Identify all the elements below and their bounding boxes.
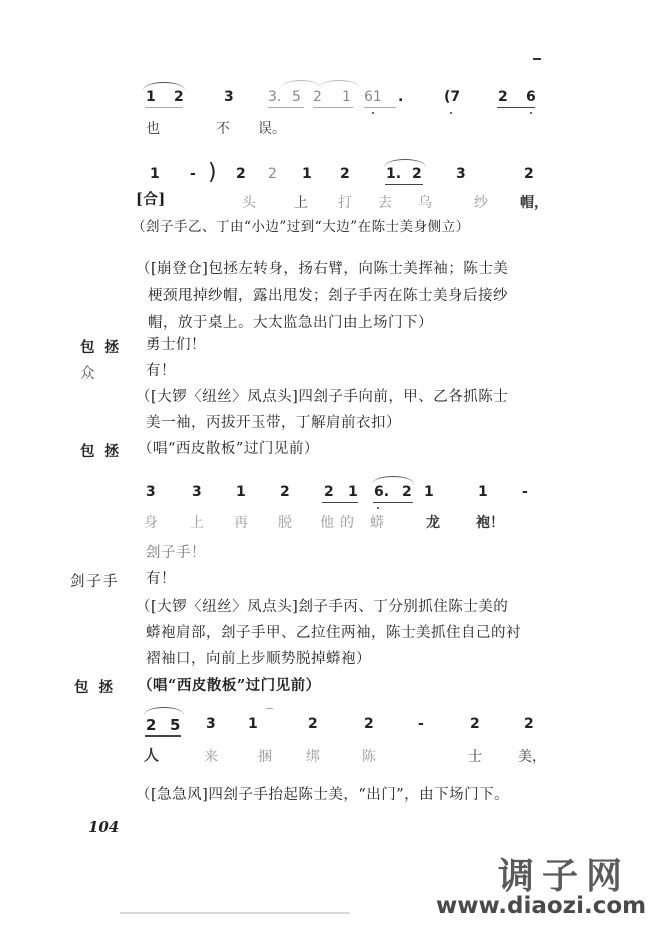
watermark-url: www.diaozi.com	[436, 893, 647, 919]
note: 2	[280, 484, 290, 500]
note: 2	[236, 166, 246, 182]
note: 2	[268, 166, 277, 182]
note: 2	[402, 484, 412, 500]
note: 5	[292, 89, 301, 105]
singing-instruction: （唱“西皮散板”过门见前）	[138, 677, 321, 694]
note: 6	[526, 89, 536, 105]
lyric: 陈	[362, 749, 376, 765]
bracket: )	[208, 160, 217, 185]
note: 2	[313, 89, 322, 105]
lyric: 美，	[518, 749, 546, 765]
note: 2	[524, 716, 534, 732]
stage-direction-line: （[大锣〈纽丝〉凤点头]刽子手丙、丁分别抓住陈士美的	[136, 599, 509, 615]
lyric: 上	[294, 195, 308, 211]
dialogue-line: 有！	[146, 571, 176, 587]
lyric: 帽，	[520, 195, 548, 211]
lyric: 人	[144, 746, 160, 764]
note: 1.	[386, 166, 402, 182]
stage-direction-line: （[崩登仓]包拯左转身，扬右臂，向陈士美挥袖；陈士美	[136, 261, 509, 277]
lyric: 去	[378, 195, 392, 211]
note: 2	[146, 716, 157, 734]
scan-artifact	[120, 912, 350, 914]
note: 2	[412, 166, 422, 182]
lyric: 不	[216, 121, 230, 137]
note: 2	[174, 89, 184, 105]
lyric: 士	[468, 749, 482, 765]
note: 1	[342, 89, 351, 105]
note: 3	[192, 484, 202, 500]
lyric: 误。	[258, 121, 286, 137]
lyric: 袍！	[476, 515, 504, 531]
lyric: 蟒	[370, 515, 384, 531]
note: 3	[456, 166, 466, 182]
note: -	[190, 166, 196, 182]
lyric: 来	[204, 749, 218, 765]
dialogue-line: 刽子手！	[146, 545, 206, 561]
slur-mark	[318, 80, 360, 88]
note: 2	[340, 166, 350, 182]
lyric: 乌	[418, 195, 432, 211]
stage-direction-line: 帽，放于桌上。大太监急出门由上场门下）	[148, 315, 433, 331]
speaker-label: 众	[80, 366, 105, 382]
note: 3	[206, 716, 216, 732]
note: 5	[170, 716, 181, 734]
note: 6.	[374, 484, 390, 500]
note: 1	[348, 484, 358, 500]
lyric: 绑	[306, 749, 320, 765]
stage-direction-line: 蟒袍肩部，刽子手甲、乙拉住两袖，陈士美抓住自己的衬	[146, 625, 521, 641]
slur-mark	[372, 476, 414, 484]
note: 2	[364, 716, 374, 732]
singing-instruction: （唱“西皮散板”过门见前）	[138, 441, 319, 457]
note: -	[522, 484, 528, 500]
lyric: 捆	[258, 749, 272, 765]
speaker-label: 包拯	[80, 339, 129, 356]
page-number: 104	[88, 818, 120, 836]
note: (7	[444, 89, 461, 105]
note: 61	[364, 89, 382, 105]
slur-mark	[144, 707, 184, 715]
note: 3.	[268, 89, 282, 105]
note: 1	[146, 89, 156, 105]
note: 3	[146, 484, 156, 500]
scan-mark	[533, 58, 541, 60]
note: 2	[524, 166, 534, 182]
stage-direction: （刽子手乙、丁由“小边”过到“大边”在陈士美身侧立）	[132, 219, 470, 235]
lyric: 身	[144, 515, 158, 531]
note: 1	[236, 484, 246, 500]
note: 1	[150, 166, 160, 182]
note: .	[398, 89, 404, 105]
chorus-label: [合]	[136, 191, 166, 208]
note: -	[418, 716, 424, 732]
note: 1	[424, 484, 434, 500]
note: 2	[498, 89, 508, 105]
lyric: 脱	[278, 515, 292, 531]
note: 1	[248, 716, 258, 732]
speaker-label: 包拯	[74, 679, 123, 696]
speaker-label: 剑子手	[70, 574, 120, 590]
lyric: 头	[242, 195, 256, 211]
lyric: 上	[190, 515, 204, 531]
note: 2	[470, 716, 480, 732]
speaker-label: 包拯	[80, 443, 129, 460]
stage-direction-line: （[急急风]四刽子手抬起陈士美，“出门”，由下场门下。	[136, 787, 510, 803]
lyric: 纱	[474, 195, 488, 211]
lyric: 打	[338, 195, 352, 211]
stage-direction-line: 褶袖口，向前上步顺势脱掉蟒袍）	[146, 651, 371, 667]
slur-mark	[281, 80, 321, 88]
lyric: 龙	[426, 515, 440, 531]
note: 1	[478, 484, 488, 500]
note: 3	[224, 89, 234, 105]
note: 2	[324, 484, 334, 500]
dialogue-line: 有！	[146, 363, 176, 379]
lyric: 也	[146, 121, 160, 137]
stage-direction-line: 梗颈甩掉纱帽，露出甩发；刽子手丙在陈士美身后接纱	[148, 288, 508, 304]
watermark-title: 调子网	[498, 856, 631, 897]
lyric: 他的	[320, 515, 360, 531]
note: 1	[302, 166, 312, 182]
fermata-icon: ⌒	[265, 709, 275, 719]
dialogue-line: 勇士们！	[146, 337, 206, 353]
lyric: 再	[234, 515, 248, 531]
note: 2	[308, 716, 318, 732]
stage-direction-line: 美一袖，丙拔开玉带，丁解肩前衣扣）	[146, 415, 401, 431]
stage-direction-line: （[大锣〈纽丝〉凤点头]四刽子手向前，甲、乙各抓陈士	[136, 389, 509, 405]
